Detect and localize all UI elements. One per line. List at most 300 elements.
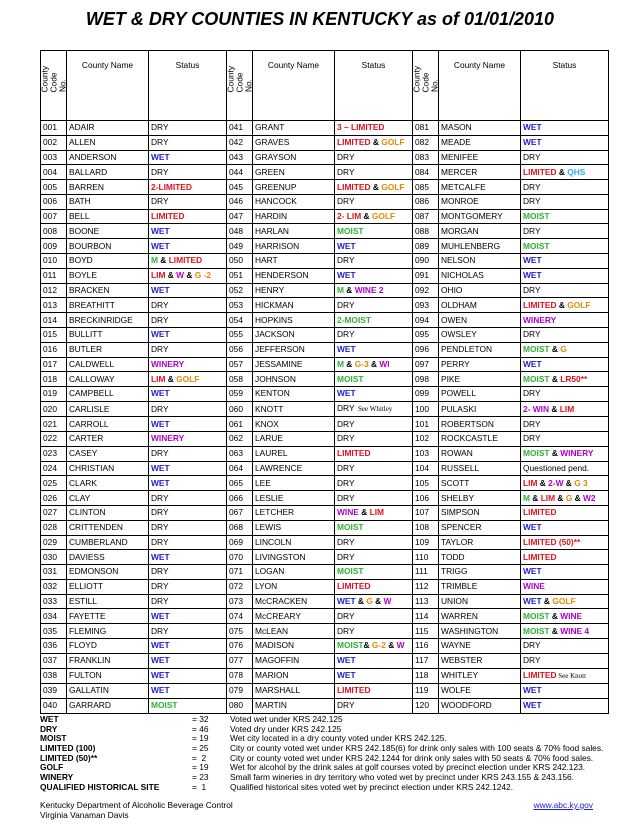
county-code: 077 <box>227 653 253 668</box>
legend-count: = 25 <box>192 743 209 754</box>
table-row <box>41 624 609 639</box>
county-status <box>149 401 227 416</box>
county-status <box>149 638 227 653</box>
table-row <box>41 476 609 491</box>
county-status <box>149 268 227 283</box>
county-code: 115 <box>413 624 439 639</box>
county-name: MASON <box>439 121 521 136</box>
status-segment: W2 <box>583 492 596 503</box>
county-status <box>335 594 413 609</box>
county-name: JACKSON <box>253 327 335 342</box>
county-status <box>335 298 413 313</box>
status-segment: & <box>157 255 169 266</box>
county-code: 042 <box>227 135 253 150</box>
county-name: CALLOWAY <box>67 372 149 387</box>
county-status <box>521 194 609 209</box>
county-name: MARION <box>253 668 335 683</box>
legend-label: LIMITED (50)** <box>40 752 98 763</box>
county-name: GRAYSON <box>253 150 335 165</box>
county-code: 093 <box>413 298 439 313</box>
county-code: 025 <box>41 476 67 491</box>
county-status <box>521 594 609 609</box>
county-name: PENDLETON <box>439 342 521 357</box>
status-segment: WET <box>151 551 170 562</box>
status-segment: MOIST <box>523 344 550 355</box>
table-row <box>41 535 609 550</box>
county-name: CASEY <box>67 446 149 461</box>
county-name: McCRACKEN <box>253 594 335 609</box>
status-segment: LIMITED <box>523 507 557 518</box>
county-name: WAYNE <box>439 638 521 653</box>
table-row <box>41 342 609 357</box>
county-status <box>521 180 609 195</box>
county-name: LIVINGSTON <box>253 550 335 565</box>
legend-label: LIMITED (100) <box>40 743 96 754</box>
county-status <box>335 461 413 476</box>
status-segment: MOIST <box>523 240 550 251</box>
county-name: MORGAN <box>439 224 521 239</box>
footer-url-link[interactable]: www.abc.ky.gov <box>533 800 593 810</box>
county-status <box>521 298 609 313</box>
status-segment: DRY <box>337 299 355 310</box>
county-code: 022 <box>41 432 67 447</box>
county-status <box>335 401 413 416</box>
county-name: BARREN <box>67 180 149 195</box>
county-status <box>149 461 227 476</box>
county-status <box>149 121 227 136</box>
county-code: 082 <box>413 135 439 150</box>
status-segment: QHS <box>567 166 586 177</box>
county-status <box>335 698 413 713</box>
county-status <box>521 520 609 535</box>
county-name: WEBSTER <box>439 653 521 668</box>
county-status <box>335 387 413 402</box>
county-status <box>149 535 227 550</box>
status-segment: LIM <box>559 403 575 414</box>
status-segment: DRY <box>151 566 169 577</box>
status-segment: LIMITED <box>151 211 185 222</box>
county-code: 019 <box>41 387 67 402</box>
table-row <box>41 372 609 387</box>
header-status: Status <box>149 51 227 121</box>
county-name: NICHOLAS <box>439 268 521 283</box>
county-status <box>521 505 609 520</box>
county-status <box>149 209 227 224</box>
status-segment: M <box>337 358 344 369</box>
status-segment: WET <box>523 122 542 133</box>
county-code: 090 <box>413 254 439 269</box>
county-code: 119 <box>413 683 439 698</box>
county-name: LAWRENCE <box>253 461 335 476</box>
table-row <box>41 135 609 150</box>
county-code: 028 <box>41 520 67 535</box>
table-row <box>41 609 609 624</box>
status-segment: DRY <box>337 477 355 488</box>
status-segment: WINERY <box>151 358 185 369</box>
county-status <box>521 683 609 698</box>
county-name: WARREN <box>439 609 521 624</box>
county-name: BOYD <box>67 254 149 269</box>
county-name: HANCOCK <box>253 194 335 209</box>
table-row <box>41 594 609 609</box>
county-status <box>335 180 413 195</box>
status-segment: See Whitley <box>354 405 393 414</box>
county-name: CALDWELL <box>67 357 149 372</box>
status-segment: & <box>363 640 372 651</box>
county-status <box>149 298 227 313</box>
county-status <box>335 313 413 328</box>
county-status <box>521 579 609 594</box>
footer <box>40 800 593 820</box>
county-name: CARLISLE <box>67 401 149 416</box>
county-code: 060 <box>227 401 253 416</box>
status-segment: & <box>343 358 355 369</box>
county-code: 113 <box>413 594 439 609</box>
county-name: ROBERTSON <box>439 417 521 432</box>
status-segment: & <box>549 344 561 355</box>
county-status <box>335 520 413 535</box>
status-segment: DRY <box>151 492 169 503</box>
county-status <box>521 342 609 357</box>
status-segment: LIM <box>523 477 538 488</box>
county-status <box>335 254 413 269</box>
header-status: Status <box>335 51 413 121</box>
county-status <box>335 268 413 283</box>
county-code: 070 <box>227 550 253 565</box>
status-segment: M <box>337 284 344 295</box>
county-status <box>149 313 227 328</box>
status-segment: 2-MOIST <box>337 314 371 325</box>
table-row <box>41 268 609 283</box>
county-name: MEADE <box>439 135 521 150</box>
status-segment: LIMITED <box>337 581 371 592</box>
status-segment: LIMITED <box>337 448 371 459</box>
status-segment: WET <box>523 137 542 148</box>
county-code: 120 <box>413 698 439 713</box>
table-row <box>41 121 609 136</box>
status-segment: GOLF <box>381 137 405 148</box>
county-status <box>521 135 609 150</box>
header-name: County Name <box>439 51 521 121</box>
county-code: 002 <box>41 135 67 150</box>
county-name: GREEN <box>253 165 335 180</box>
county-code: 076 <box>227 638 253 653</box>
county-code: 034 <box>41 609 67 624</box>
county-status <box>521 491 609 506</box>
table-row <box>41 638 609 653</box>
status-segment: G <box>565 492 573 503</box>
county-code: 091 <box>413 268 439 283</box>
status-segment: WET <box>151 151 170 162</box>
status-segment: DRY <box>151 166 169 177</box>
county-name: BRECKINRIDGE <box>67 313 149 328</box>
county-status <box>521 535 609 550</box>
status-segment: G 3 <box>574 477 588 488</box>
county-code: 096 <box>413 342 439 357</box>
legend-label: GOLF <box>40 762 64 773</box>
status-segment: LIM <box>369 507 384 518</box>
status-segment: WET <box>151 610 170 621</box>
county-status <box>149 565 227 580</box>
county-status <box>149 520 227 535</box>
status-segment: MOIST <box>337 373 364 384</box>
status-segment: WI <box>379 358 390 369</box>
county-name: TRIGG <box>439 565 521 580</box>
county-name: KENTON <box>253 387 335 402</box>
county-status <box>335 342 413 357</box>
status-segment: & <box>343 284 355 295</box>
county-code: 051 <box>227 268 253 283</box>
legend-label: QUALIFIED HISTORICAL SITE <box>40 781 160 792</box>
status-segment: DRY <box>151 137 169 148</box>
county-name: CLARK <box>67 476 149 491</box>
county-code: 100 <box>413 401 439 416</box>
county-code: 057 <box>227 357 253 372</box>
status-segment: WET <box>151 462 170 473</box>
county-name: TAYLOR <box>439 535 521 550</box>
county-code: 033 <box>41 594 67 609</box>
status-segment: DRY <box>151 314 169 325</box>
county-status <box>149 342 227 357</box>
county-code: 023 <box>41 446 67 461</box>
county-code: 095 <box>413 327 439 342</box>
county-name: MAGOFFIN <box>253 653 335 668</box>
legend-count: = 19 <box>192 762 209 773</box>
status-segment: WET <box>523 358 542 369</box>
status-segment: DRY <box>337 166 355 177</box>
county-code: 114 <box>413 609 439 624</box>
county-name: MERCER <box>439 165 521 180</box>
status-segment: DRY <box>337 418 355 429</box>
status-segment: DRY <box>151 581 169 592</box>
county-code: 038 <box>41 668 67 683</box>
county-name: ANDERSON <box>67 150 149 165</box>
county-name: CAMPBELL <box>67 387 149 402</box>
status-segment: WINE <box>523 581 545 592</box>
county-code: 011 <box>41 268 67 283</box>
county-name: OLDHAM <box>439 298 521 313</box>
status-segment: WET <box>337 388 356 399</box>
county-name: BOYLE <box>67 268 149 283</box>
status-segment: LIM <box>151 270 166 281</box>
county-rows <box>41 121 609 714</box>
legend-count: = 23 <box>192 772 209 783</box>
county-status <box>335 446 413 461</box>
county-name: SIMPSON <box>439 505 521 520</box>
county-code: 094 <box>413 313 439 328</box>
status-segment: LIMITED (50)** <box>523 536 581 547</box>
county-code: 031 <box>41 565 67 580</box>
county-status <box>149 432 227 447</box>
county-name: CHRISTIAN <box>67 461 149 476</box>
status-segment: DRY <box>337 492 355 503</box>
county-status <box>149 372 227 387</box>
county-name: FLOYD <box>67 638 149 653</box>
county-name: MARSHALL <box>253 683 335 698</box>
legend-label: MOIST <box>40 733 67 744</box>
county-name: EDMONSON <box>67 565 149 580</box>
county-code: 106 <box>413 491 439 506</box>
status-segment: DRY <box>337 536 355 547</box>
county-code: 037 <box>41 653 67 668</box>
county-status <box>335 121 413 136</box>
county-status <box>335 224 413 239</box>
county-code: 075 <box>227 624 253 639</box>
county-status <box>335 505 413 520</box>
county-code: 116 <box>413 638 439 653</box>
table-row <box>41 565 609 580</box>
table-row <box>41 224 609 239</box>
county-status <box>149 624 227 639</box>
status-segment: WINERY <box>523 314 557 325</box>
status-segment: DRY <box>523 181 541 192</box>
county-name: POWELL <box>439 387 521 402</box>
status-segment: DRY <box>523 284 541 295</box>
county-status <box>149 609 227 624</box>
county-status <box>335 372 413 387</box>
county-name: OWEN <box>439 313 521 328</box>
status-segment: WET <box>523 700 542 711</box>
county-code: 081 <box>413 121 439 136</box>
status-segment: LR50** <box>560 373 588 384</box>
header-code: County Code No. <box>227 51 253 121</box>
status-segment: DRY <box>523 388 541 399</box>
county-code: 048 <box>227 224 253 239</box>
legend-description: Small farm wineries in dry territory who voted wet by precinct under KRS 243.155 & 243.156. <box>230 772 575 783</box>
county-status <box>335 239 413 254</box>
county-name: LINCOLN <box>253 535 335 550</box>
legend-description: City or county voted wet under KRS 242.185(6) for drink only sales with 100 seats & 70% food sales. <box>230 743 604 754</box>
county-name: ELLIOTT <box>67 579 149 594</box>
table-row <box>41 683 609 698</box>
status-segment: WET <box>151 225 170 236</box>
legend-description: Qualified historical sites voted wet by precinct election under KRS 242.1242. <box>230 781 514 792</box>
county-code: 055 <box>227 327 253 342</box>
county-name: BOURBON <box>67 239 149 254</box>
county-status <box>149 224 227 239</box>
county-status <box>521 268 609 283</box>
county-name: ESTILL <box>67 594 149 609</box>
county-name: SCOTT <box>439 476 521 491</box>
county-code: 032 <box>41 579 67 594</box>
status-segment: LIMITED <box>523 551 557 562</box>
status-segment: M <box>523 492 530 503</box>
county-code: 066 <box>227 491 253 506</box>
county-status <box>521 550 609 565</box>
county-code: 006 <box>41 194 67 209</box>
status-segment: & <box>385 640 397 651</box>
status-segment: WINE 2 <box>354 284 384 295</box>
county-name: HENDERSON <box>253 268 335 283</box>
county-name: RUSSELL <box>439 461 521 476</box>
county-name: BELL <box>67 209 149 224</box>
status-segment: WET <box>523 685 542 696</box>
county-name: MONTGOMERY <box>439 209 521 224</box>
status-segment: WINERY <box>560 448 594 459</box>
county-name: CARROLL <box>67 417 149 432</box>
county-name: HICKMAN <box>253 298 335 313</box>
status-segment: DRY <box>151 522 169 533</box>
county-status <box>521 698 609 713</box>
table-row <box>41 387 609 402</box>
county-name: LAUREL <box>253 446 335 461</box>
county-status <box>335 638 413 653</box>
county-name: ALLEN <box>67 135 149 150</box>
table-row <box>41 698 609 713</box>
status-segment: DRY <box>151 299 169 310</box>
table-row <box>41 446 609 461</box>
status-segment: WET <box>337 655 356 666</box>
status-segment: WET <box>523 596 542 607</box>
status-segment: LIM <box>151 373 166 384</box>
legend-count: = 32 <box>192 714 209 724</box>
table-row <box>41 668 609 683</box>
county-name: KNOX <box>253 417 335 432</box>
county-table <box>40 50 609 714</box>
county-name: PIKE <box>439 372 521 387</box>
county-code: 013 <box>41 298 67 313</box>
status-segment: & <box>529 492 541 503</box>
status-segment: 2- LIM <box>337 211 362 222</box>
county-code: 008 <box>41 224 67 239</box>
county-name: LEE <box>253 476 335 491</box>
county-name: GARRARD <box>67 698 149 713</box>
legend-count: = 46 <box>192 723 209 734</box>
county-status <box>149 327 227 342</box>
status-segment: & <box>358 507 370 518</box>
county-name: CUMBERLAND <box>67 535 149 550</box>
status-segment: & <box>549 448 561 459</box>
status-segment: MOIST <box>337 522 364 533</box>
county-name: McCREARY <box>253 609 335 624</box>
table-row <box>41 283 609 298</box>
county-status <box>521 476 609 491</box>
county-status <box>521 432 609 447</box>
county-code: 030 <box>41 550 67 565</box>
county-status <box>521 387 609 402</box>
county-code: 061 <box>227 417 253 432</box>
county-status <box>149 283 227 298</box>
county-status <box>521 283 609 298</box>
county-name: LOGAN <box>253 565 335 580</box>
county-name: HOPKINS <box>253 313 335 328</box>
status-segment: & <box>549 625 561 636</box>
county-name: MARTIN <box>253 698 335 713</box>
status-segment: WET <box>151 477 170 488</box>
status-segment: WET <box>151 685 170 696</box>
table-row <box>41 165 609 180</box>
county-code: 079 <box>227 683 253 698</box>
county-name: SPENCER <box>439 520 521 535</box>
status-segment: WET <box>337 240 356 251</box>
county-name: TODD <box>439 550 521 565</box>
status-segment: DRY <box>151 536 169 547</box>
table-row <box>41 298 609 313</box>
status-segment: DRY <box>523 151 541 162</box>
county-name: HARRISON <box>253 239 335 254</box>
status-segment: & <box>556 166 568 177</box>
status-segment: LIMITED <box>523 669 557 680</box>
county-name: GRANT <box>253 121 335 136</box>
county-status <box>335 283 413 298</box>
county-code: 083 <box>413 150 439 165</box>
county-name: HENRY <box>253 283 335 298</box>
legend-description: Wet for alcohol by the drink sales at golf courses voted by precinct election under KRS 242.123. <box>230 762 586 773</box>
status-segment: WET <box>151 418 170 429</box>
status-segment: WET <box>337 270 356 281</box>
status-segment: WET <box>151 284 170 295</box>
county-status <box>149 165 227 180</box>
